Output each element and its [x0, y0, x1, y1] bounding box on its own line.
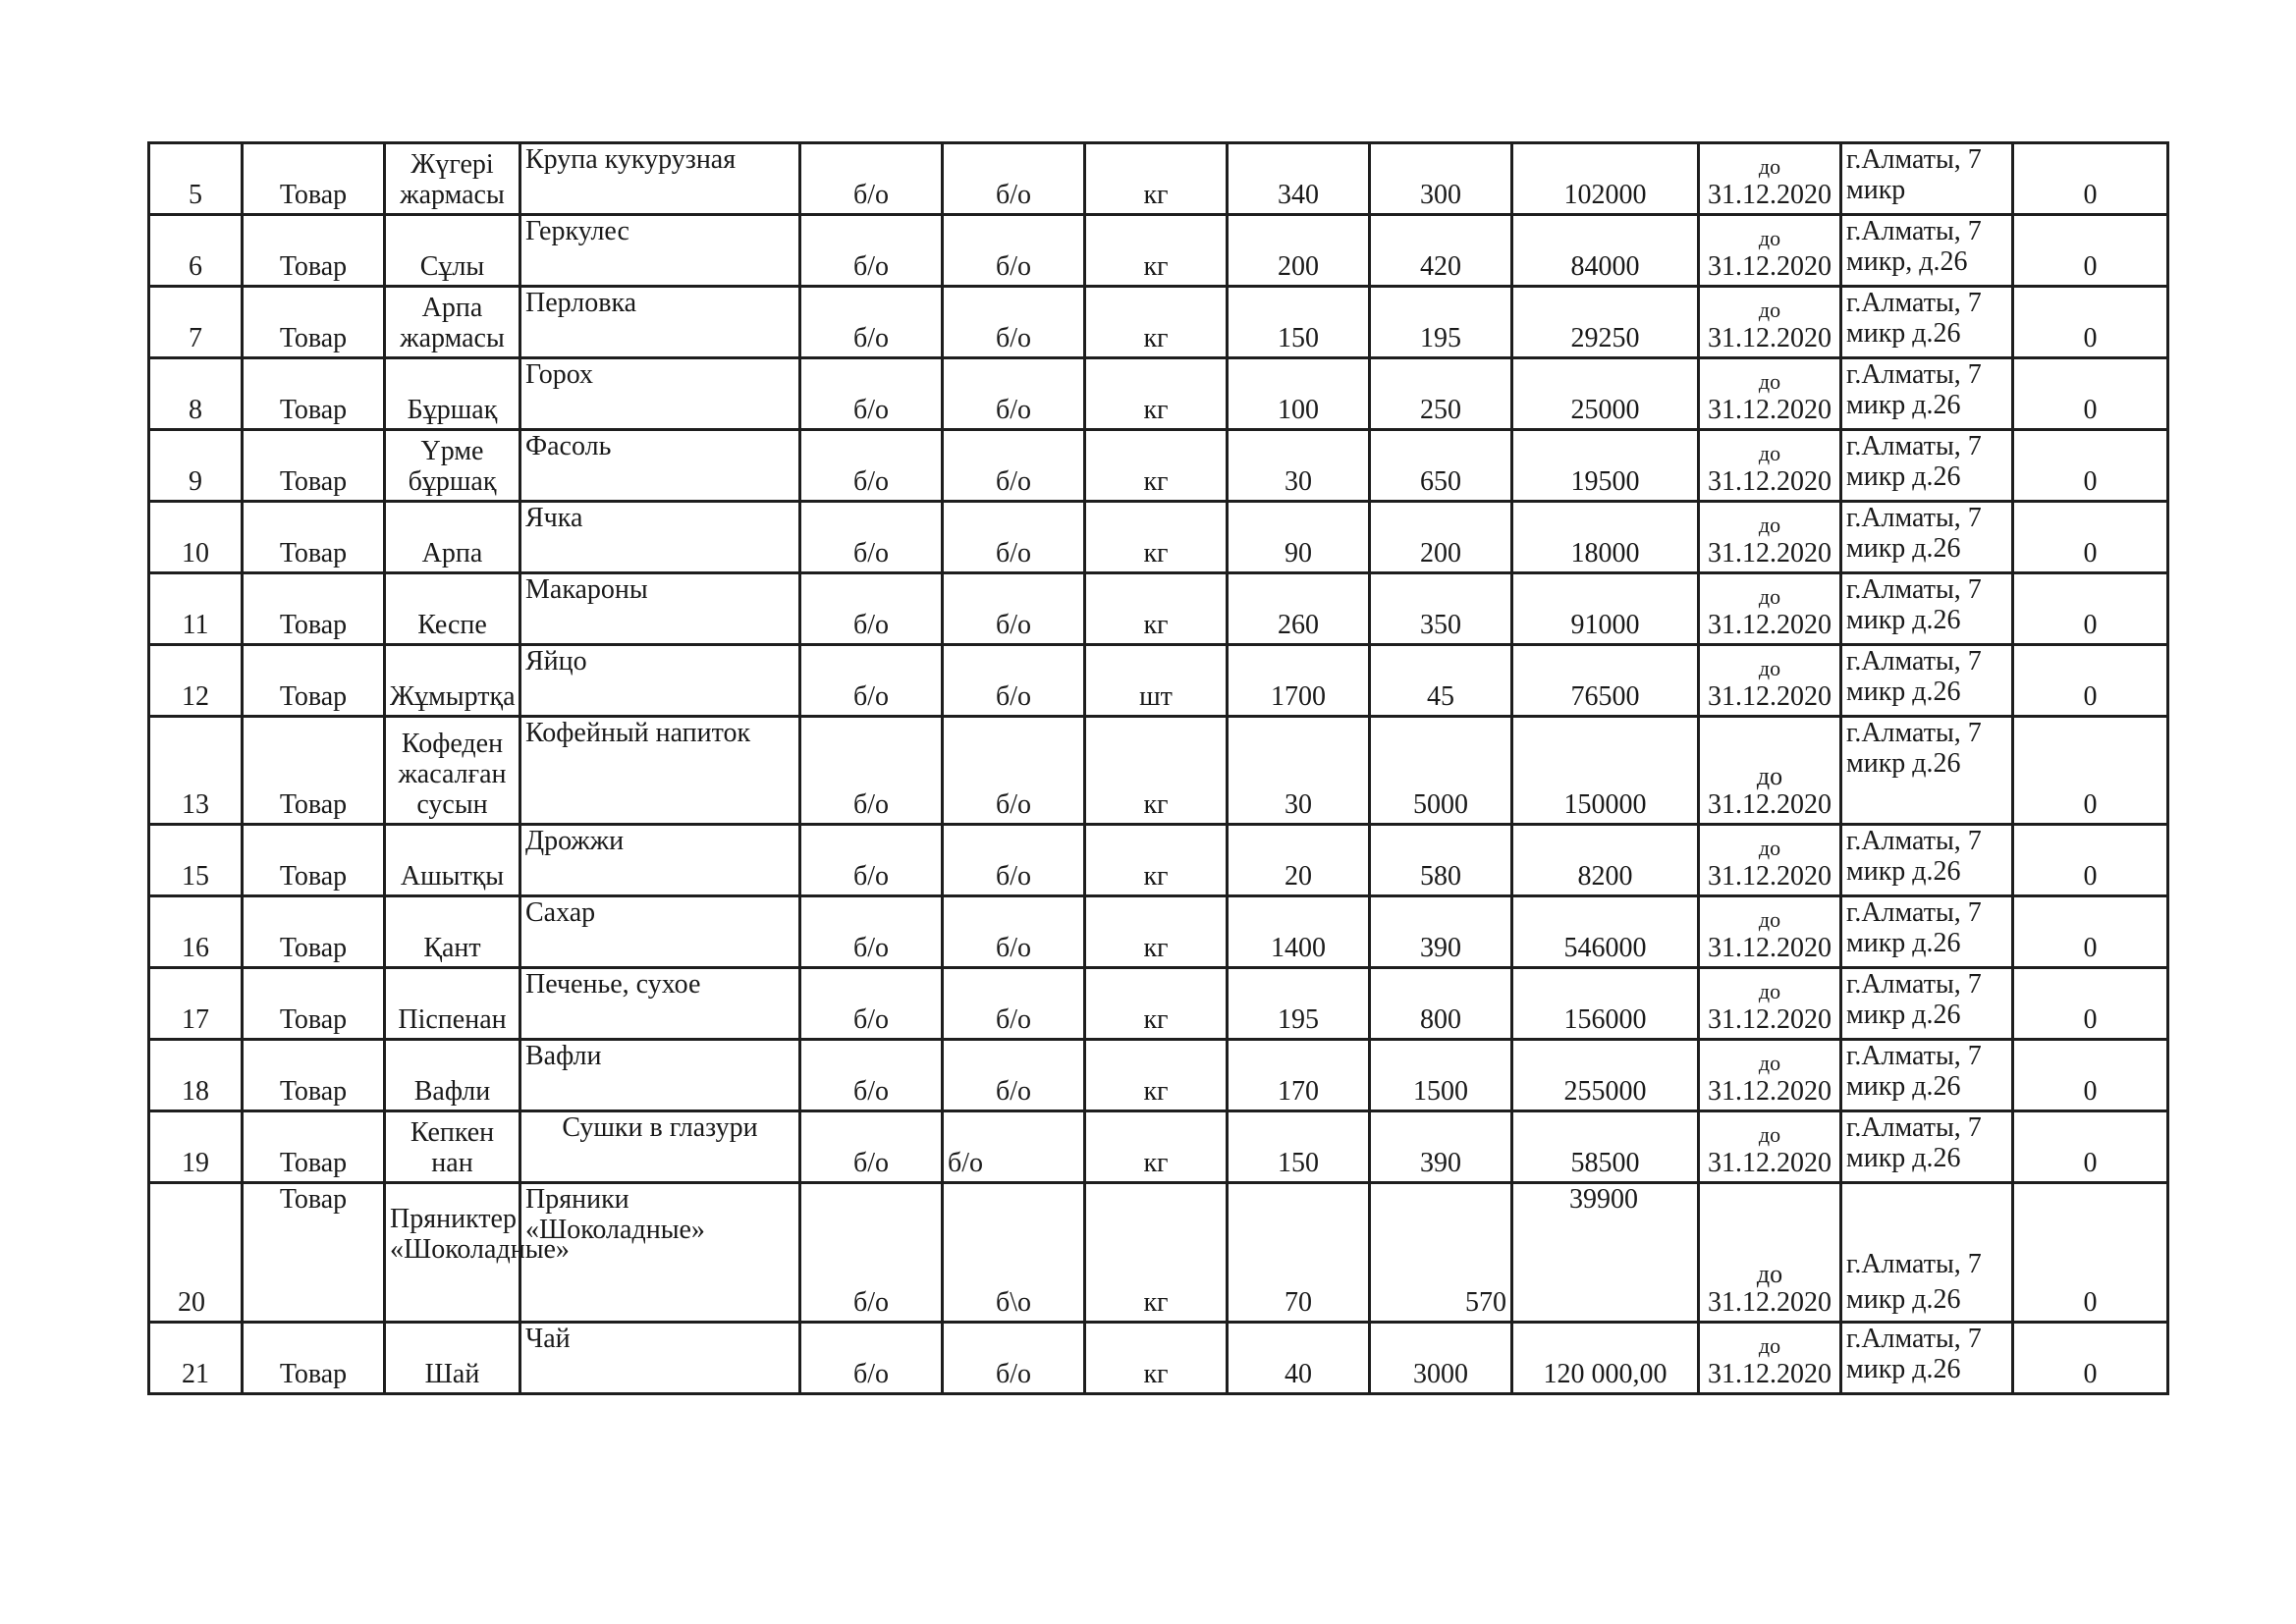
- sum: 76500: [1512, 645, 1699, 717]
- price: 350: [1370, 573, 1512, 645]
- row-number: 17: [149, 968, 243, 1040]
- col-a: б/о: [800, 215, 943, 287]
- date-value: 31.12.2020: [1708, 1359, 1831, 1389]
- row-number: 12: [149, 645, 243, 717]
- item-name-ru: Крупа кукурузная: [520, 143, 800, 215]
- unit: кг: [1085, 825, 1228, 896]
- date-value: 31.12.2020: [1708, 1287, 1831, 1318]
- date-value: 31.12.2020: [1708, 395, 1831, 425]
- col-a: б/о: [800, 1111, 943, 1183]
- date-value: 31.12.2020: [1708, 323, 1831, 353]
- address: г.Алматы, 7 микр, д.26: [1841, 215, 2013, 287]
- address: г.Алматы, 7 микр д.26: [1841, 645, 2013, 717]
- address: г.Алматы, 7 микр д.26: [1841, 1183, 2013, 1323]
- price: 3000: [1370, 1323, 1512, 1394]
- col-z: 0: [2013, 825, 2168, 896]
- date-value: 31.12.2020: [1708, 1004, 1831, 1035]
- quantity: 1700: [1228, 645, 1370, 717]
- table-row: [149, 1040, 2168, 1111]
- date-prefix: до: [1756, 762, 1783, 790]
- col-z: 0: [2013, 896, 2168, 968]
- unit: кг: [1085, 896, 1228, 968]
- col-b: б/о: [943, 573, 1085, 645]
- col-z: 0: [2013, 1323, 2168, 1394]
- col-b: б/о: [943, 717, 1085, 825]
- row-number: 18: [149, 1040, 243, 1111]
- date-prefix: до: [1758, 907, 1781, 932]
- quantity: 20: [1228, 825, 1370, 896]
- sum: 58500: [1512, 1111, 1699, 1183]
- item-type: Товар: [243, 358, 385, 430]
- quantity: 30: [1228, 430, 1370, 502]
- col-z: 0: [2013, 215, 2168, 287]
- col-z: 0: [2013, 358, 2168, 430]
- col-b: б/о: [943, 358, 1085, 430]
- col-b: б/о: [943, 825, 1085, 896]
- item-name-kz: Кофеден жасалған сусын: [385, 717, 520, 825]
- delivery-date: [1699, 717, 1841, 825]
- item-name-kz: Піспенан: [385, 968, 520, 1040]
- date-value: 31.12.2020: [1708, 180, 1831, 210]
- item-name-kz: Ашытқы: [385, 825, 520, 896]
- item-name-kz: Жұмыртқа: [385, 645, 520, 717]
- row-number: 20: [149, 1183, 243, 1323]
- unit: кг: [1085, 1323, 1228, 1394]
- col-a: б/о: [800, 896, 943, 968]
- goods-table: [147, 141, 2169, 1395]
- quantity: 30: [1228, 717, 1370, 825]
- row-number: 13: [149, 717, 243, 825]
- quantity: 200: [1228, 215, 1370, 287]
- address: г.Алматы, 7 микр д.26: [1841, 896, 2013, 968]
- date-value: 31.12.2020: [1708, 251, 1831, 282]
- delivery-date: [1699, 430, 1841, 502]
- item-type: Товар: [243, 825, 385, 896]
- price: 390: [1370, 1111, 1512, 1183]
- date-value: 31.12.2020: [1708, 861, 1831, 892]
- quantity: 260: [1228, 573, 1370, 645]
- col-b: б/о: [943, 896, 1085, 968]
- price: 650: [1370, 430, 1512, 502]
- item-name-kz: Вафли: [385, 1040, 520, 1111]
- col-a: б/о: [800, 143, 943, 215]
- item-type: Товар: [243, 502, 385, 573]
- unit: кг: [1085, 358, 1228, 430]
- col-b: б/о: [943, 287, 1085, 358]
- row-number: 11: [149, 573, 243, 645]
- item-name-kz: Сұлы: [385, 215, 520, 287]
- delivery-date: [1699, 825, 1841, 896]
- item-type: Товар: [243, 573, 385, 645]
- sum: 156000: [1512, 968, 1699, 1040]
- col-b: б/о: [943, 1111, 1085, 1183]
- row-number: 19: [149, 1111, 243, 1183]
- item-name-kz: Қант: [385, 896, 520, 968]
- address: г.Алматы, 7 микр д.26: [1841, 968, 2013, 1040]
- address: г.Алматы, 7 микр д.26: [1841, 358, 2013, 430]
- quantity: 70: [1228, 1183, 1370, 1323]
- sum: 19500: [1512, 430, 1699, 502]
- date-prefix: до: [1758, 979, 1781, 1003]
- col-b: б/о: [943, 968, 1085, 1040]
- address: г.Алматы, 7 микр д.26: [1841, 573, 2013, 645]
- date-prefix: до: [1758, 1051, 1781, 1075]
- item-type: Товар: [243, 287, 385, 358]
- col-a: б/о: [800, 430, 943, 502]
- row-number: 8: [149, 358, 243, 430]
- item-name-kz: Арпа жармасы: [385, 287, 520, 358]
- table-row: [149, 502, 2168, 573]
- price: 195: [1370, 287, 1512, 358]
- price: 390: [1370, 896, 1512, 968]
- unit: шт: [1085, 645, 1228, 717]
- col-z: 0: [2013, 645, 2168, 717]
- sum: 255000: [1512, 1040, 1699, 1111]
- sum: 102000: [1512, 143, 1699, 215]
- unit: кг: [1085, 502, 1228, 573]
- item-type: Товар: [243, 1040, 385, 1111]
- item-name-kz: Үрме бұршақ: [385, 430, 520, 502]
- unit: кг: [1085, 1111, 1228, 1183]
- quantity: 195: [1228, 968, 1370, 1040]
- item-name-ru: Перловка: [520, 287, 800, 358]
- delivery-date: [1699, 896, 1841, 968]
- address: г.Алматы, 7 микр д.26: [1841, 717, 2013, 825]
- date-value: 31.12.2020: [1708, 610, 1831, 640]
- table-row: [149, 645, 2168, 717]
- sum-cell: [1512, 1183, 1699, 1323]
- table-row: [149, 1111, 2168, 1183]
- delivery-date: [1699, 968, 1841, 1040]
- item-type: Товар: [243, 1183, 385, 1323]
- date-value: 31.12.2020: [1708, 933, 1831, 963]
- item-name-kz: Жүгері жармасы: [385, 143, 520, 215]
- item-type: Товар: [243, 1111, 385, 1183]
- item-type: Товар: [243, 896, 385, 968]
- sum: 120 000,00: [1512, 1323, 1699, 1394]
- unit: кг: [1085, 717, 1228, 825]
- item-name-ru: Дрожжи: [520, 825, 800, 896]
- address: г.Алматы, 7 микр д.26: [1841, 1040, 2013, 1111]
- delivery-date: [1699, 215, 1841, 287]
- quantity: 150: [1228, 1111, 1370, 1183]
- table-row: [149, 968, 2168, 1040]
- item-name-ru: Чай: [520, 1323, 800, 1394]
- row-number: 6: [149, 215, 243, 287]
- address: г.Алматы, 7 микр д.26: [1841, 502, 2013, 573]
- row-number: 16: [149, 896, 243, 968]
- price: 45: [1370, 645, 1512, 717]
- date-prefix: до: [1758, 369, 1781, 394]
- date-prefix: до: [1758, 441, 1781, 465]
- item-name-ru: Геркулес: [520, 215, 800, 287]
- delivery-date: [1699, 502, 1841, 573]
- item-name-ru: Печенье, сухое: [520, 968, 800, 1040]
- item-name-kz: Пряниктер «Шоколадные»: [385, 1183, 520, 1323]
- item-type: Товар: [243, 143, 385, 215]
- price: 200: [1370, 502, 1512, 573]
- price: 420: [1370, 215, 1512, 287]
- col-a: б/о: [800, 573, 943, 645]
- date-prefix: до: [1758, 1122, 1781, 1147]
- row-number: 9: [149, 430, 243, 502]
- item-name-kz: Бұршақ: [385, 358, 520, 430]
- item-name-ru: Сушки в глазури: [520, 1111, 800, 1183]
- table-row: [149, 287, 2168, 358]
- price: 5000: [1370, 717, 1512, 825]
- sum: 84000: [1512, 215, 1699, 287]
- delivery-date: [1699, 1323, 1841, 1394]
- unit: кг: [1085, 1040, 1228, 1111]
- col-z: 0: [2013, 1040, 2168, 1111]
- col-b: б/о: [943, 215, 1085, 287]
- col-b: б/о: [943, 645, 1085, 717]
- item-type: Товар: [243, 645, 385, 717]
- item-name-ru: Ячка: [520, 502, 800, 573]
- col-a: б/о: [800, 968, 943, 1040]
- item-name-kz: Кеспе: [385, 573, 520, 645]
- col-b: б/о: [943, 1323, 1085, 1394]
- item-name-kz: Шай: [385, 1323, 520, 1394]
- col-a: б/о: [800, 358, 943, 430]
- sum: 8200: [1512, 825, 1699, 896]
- date-value: 31.12.2020: [1708, 538, 1831, 568]
- address: г.Алматы, 7 микр д.26: [1841, 1111, 2013, 1183]
- row-number: 7: [149, 287, 243, 358]
- table-row: [149, 573, 2168, 645]
- delivery-date: [1699, 1183, 1841, 1323]
- unit: кг: [1085, 1183, 1228, 1323]
- col-a: б/о: [800, 1323, 943, 1394]
- price: 300: [1370, 143, 1512, 215]
- sum: 29250: [1512, 287, 1699, 358]
- col-b: б/о: [943, 1040, 1085, 1111]
- item-name-kz: Кепкен нан: [385, 1111, 520, 1183]
- item-name-ru: Сахар: [520, 896, 800, 968]
- col-a: б/о: [800, 645, 943, 717]
- table-row: [149, 1323, 2168, 1394]
- price: 800: [1370, 968, 1512, 1040]
- price: 570: [1370, 1183, 1512, 1323]
- sum: 18000: [1512, 502, 1699, 573]
- item-name-ru: Фасоль: [520, 430, 800, 502]
- sum: 91000: [1512, 573, 1699, 645]
- date-prefix: до: [1758, 226, 1781, 250]
- item-type: Товар: [243, 430, 385, 502]
- date-value: 31.12.2020: [1708, 1148, 1831, 1178]
- price: 1500: [1370, 1040, 1512, 1111]
- date-value: 31.12.2020: [1708, 466, 1831, 497]
- col-b: б/о: [943, 143, 1085, 215]
- table-row: [149, 358, 2168, 430]
- quantity: 40: [1228, 1323, 1370, 1394]
- date-prefix: до: [1758, 584, 1781, 609]
- date-prefix: до: [1758, 656, 1781, 680]
- address: г.Алматы, 7 микр д.26: [1841, 287, 2013, 358]
- item-name-ru: Горох: [520, 358, 800, 430]
- col-z: 0: [2013, 430, 2168, 502]
- quantity: 150: [1228, 287, 1370, 358]
- quantity: 90: [1228, 502, 1370, 573]
- address: г.Алматы, 7 микр: [1841, 143, 2013, 215]
- row-number: 15: [149, 825, 243, 896]
- price: 580: [1370, 825, 1512, 896]
- row-number: 5: [149, 143, 243, 215]
- quantity: 170: [1228, 1040, 1370, 1111]
- date-value: 31.12.2020: [1708, 1076, 1831, 1107]
- col-z: 0: [2013, 502, 2168, 573]
- col-z: 0: [2013, 1183, 2168, 1323]
- date-value: 31.12.2020: [1708, 789, 1831, 820]
- row-number: 10: [149, 502, 243, 573]
- table-row: [149, 825, 2168, 896]
- date-prefix: до: [1758, 836, 1781, 860]
- quantity: 1400: [1228, 896, 1370, 968]
- date-prefix: до: [1758, 1333, 1781, 1358]
- delivery-date: [1699, 287, 1841, 358]
- table-row: [149, 430, 2168, 502]
- item-type: Товар: [243, 1323, 385, 1394]
- unit: кг: [1085, 287, 1228, 358]
- address: г.Алматы, 7 микр д.26: [1841, 430, 2013, 502]
- col-a: б/о: [800, 502, 943, 573]
- date-prefix: до: [1758, 513, 1781, 537]
- col-b: б\о: [943, 1183, 1085, 1323]
- col-a: б/о: [800, 287, 943, 358]
- table-row: [149, 1183, 2168, 1323]
- col-z: 0: [2013, 143, 2168, 215]
- item-type: Товар: [243, 717, 385, 825]
- sum: 39900: [1569, 1184, 1638, 1215]
- col-z: 0: [2013, 287, 2168, 358]
- quantity: 340: [1228, 143, 1370, 215]
- col-z: 0: [2013, 1111, 2168, 1183]
- col-b: б/о: [943, 430, 1085, 502]
- date-prefix: до: [1756, 1260, 1783, 1288]
- table-row: [149, 143, 2168, 215]
- item-name-ru: Пряники «Шоколадные»: [520, 1183, 800, 1323]
- col-a: б/о: [800, 1040, 943, 1111]
- item-name-ru: Макароны: [520, 573, 800, 645]
- unit: кг: [1085, 573, 1228, 645]
- address: г.Алматы, 7 микр д.26: [1841, 1323, 2013, 1394]
- col-z: 0: [2013, 573, 2168, 645]
- table-row: [149, 717, 2168, 825]
- date-value: 31.12.2020: [1708, 681, 1831, 712]
- col-z: 0: [2013, 717, 2168, 825]
- sum: 546000: [1512, 896, 1699, 968]
- item-name-ru: Яйцо: [520, 645, 800, 717]
- address: г.Алматы, 7 микр д.26: [1841, 825, 2013, 896]
- delivery-date: [1699, 1040, 1841, 1111]
- delivery-date: [1699, 573, 1841, 645]
- delivery-date: [1699, 645, 1841, 717]
- delivery-date: [1699, 143, 1841, 215]
- date-prefix: до: [1758, 298, 1781, 322]
- item-type: Товар: [243, 968, 385, 1040]
- col-a: б/о: [800, 825, 943, 896]
- delivery-date: [1699, 358, 1841, 430]
- table-row: [149, 896, 2168, 968]
- sum: 150000: [1512, 717, 1699, 825]
- unit: кг: [1085, 968, 1228, 1040]
- unit: кг: [1085, 215, 1228, 287]
- quantity: 100: [1228, 358, 1370, 430]
- price: 250: [1370, 358, 1512, 430]
- unit: кг: [1085, 143, 1228, 215]
- item-name-ru: Вафли: [520, 1040, 800, 1111]
- item-name-ru: Кофейный напиток: [520, 717, 800, 825]
- sum: 25000: [1512, 358, 1699, 430]
- col-b: б/о: [943, 502, 1085, 573]
- delivery-date: [1699, 1111, 1841, 1183]
- row-number: 21: [149, 1323, 243, 1394]
- item-name-kz: Арпа: [385, 502, 520, 573]
- table-row: [149, 215, 2168, 287]
- col-a: б/о: [800, 717, 943, 825]
- date-prefix: до: [1758, 154, 1781, 179]
- item-type: Товар: [243, 215, 385, 287]
- col-z: 0: [2013, 968, 2168, 1040]
- unit: кг: [1085, 430, 1228, 502]
- col-a: б/о: [800, 1183, 943, 1323]
